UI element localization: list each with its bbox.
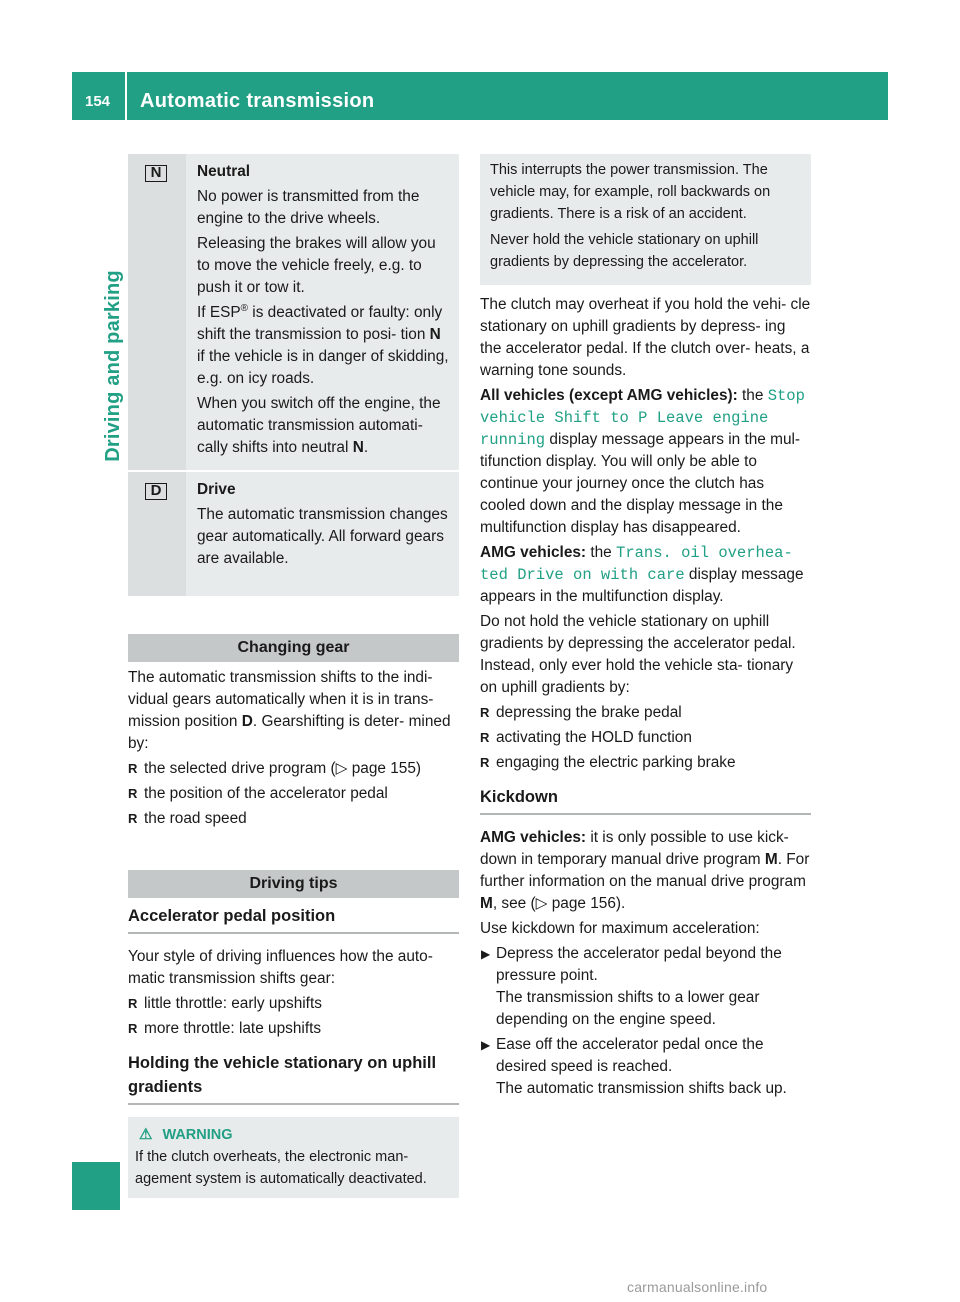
accelerator-list — [128, 993, 459, 1040]
gear-description — [186, 472, 459, 596]
gear-row-drive — [128, 470, 459, 596]
subheading-uphill: Holding the vehicle stationary on uphill gradients — [128, 1051, 459, 1105]
use-kickdown-text: Use kickdown for maximum acceleration: — [480, 920, 760, 937]
gear-table — [128, 154, 459, 596]
list-item: R engaging the electric parking brake — [480, 752, 811, 774]
drive-gear-icon: D — [145, 483, 167, 500]
right-column — [480, 154, 811, 1103]
warning-heading: ⚠ WARNING — [135, 1124, 451, 1146]
display-message: Stop vehicle Shift to P Leave engine running — [480, 387, 805, 449]
list-item: R the position of the accelerator pedal — [128, 783, 459, 805]
list-item: R depressing the brake pedal — [480, 702, 811, 724]
all-vehicles-paragraph: All vehicles (except AMG vehicles): the Stop vehicle Shift to P Leave engine running display message appears in the mul- tifunction display. You will only be able to continue your journey once the clutch has cooled down and the display message in the multifunction display has disappeared. — [480, 387, 805, 536]
amg-paragraph: AMG vehicles: the Trans. oil overhea‐ ted Drive on with care display message appears in the multifunction display. — [480, 544, 804, 605]
warning-continuation-box — [480, 154, 811, 285]
bullet-icon: R — [480, 705, 490, 720]
bullet-icon: R — [128, 1021, 138, 1036]
warning-triangle-icon: ⚠ — [139, 1126, 153, 1143]
gear-text: If ESP® is deactivated or faulty: only shift the transmission to posi- tion N if the vehicle is in danger of skidding, e.g. on icy roads. — [197, 302, 449, 387]
list-item: R activating the HOLD function — [480, 727, 811, 749]
clutch-paragraph: The clutch may overheat if you hold the vehi- cle stationary on uphill gradients by depress- ing the accelerator pedal. If the clutch over- heats, a warning tone sounds. — [480, 296, 811, 379]
gear-name: Drive — [197, 481, 236, 498]
gear-row-neutral — [128, 154, 459, 470]
changing-gear-body: The automatic transmission shifts to the indi- vidual gears automatically when it is in trans- mission position D. Gearshifting is deter- mined by: — [128, 669, 451, 752]
bullet-icon: R — [128, 761, 138, 776]
gear-text: No power is transmitted from the engine to the drive wheels. — [197, 188, 420, 227]
section-heading-changing-gear: Changing gear — [128, 634, 459, 662]
gear-text: Releasing the brakes will allow you to move the vehicle freely, e.g. to push it or tow it. — [197, 235, 436, 296]
warning-box — [128, 1117, 459, 1198]
display-message: Trans. oil overhea‐ ted Drive on with care — [480, 544, 793, 584]
subheading-kickdown: Kickdown — [480, 785, 811, 815]
kickdown-amg-paragraph: AMG vehicles: it is only possible to use kick- down in temporary manual drive program M. For further information on the manual drive program M, see (▷ page 156). — [480, 829, 810, 912]
list-item: R the road speed — [128, 808, 459, 830]
gear-symbol-cell — [128, 154, 186, 470]
step-item: ▶ Ease off the accelerator pedal once the desired speed is reached. The automatic transmission shifts back up. — [481, 1036, 787, 1097]
step-arrow-icon: ▶ — [481, 1038, 491, 1052]
watermark[interactable]: carmanualsonline.info — [627, 1279, 768, 1295]
bullet-icon: R — [480, 730, 490, 745]
step-item: ▶ Depress the accelerator pedal beyond the pressure point. The transmission shifts to a lower gear depending on the engine speed. — [481, 945, 782, 1028]
page-title: Automatic transmission — [140, 90, 375, 112]
page-number: 154 — [85, 93, 111, 110]
gear-text: The automatic transmission changes gear automatically. All forward gears are available. — [197, 506, 448, 567]
kickdown-steps — [480, 943, 811, 1100]
subheading-accelerator: Accelerator pedal position — [128, 904, 459, 934]
side-marker — [72, 1162, 120, 1210]
changing-gear-list — [128, 758, 459, 830]
note-text: Never hold the vehicle stationary on uphill gradients by depressing the accelerator. — [490, 232, 759, 270]
list-item: R more throttle: late upshifts — [128, 1018, 459, 1040]
header-divider — [125, 72, 127, 120]
step-arrow-icon: ▶ — [481, 947, 491, 961]
gear-name: Neutral — [197, 163, 251, 180]
list-item: R the selected drive program (▷ page 155) — [128, 758, 459, 780]
section-side-label: Driving and parking — [102, 270, 124, 462]
bullet-icon: R — [128, 996, 138, 1011]
gear-text: When you switch off the engine, the automatic transmission automati- cally shifts into neutral N. — [197, 395, 441, 456]
warning-text: If the clutch overheats, the electronic man- agement system is automatically deactivated. — [135, 1149, 427, 1187]
section-heading-driving-tips: Driving tips — [128, 870, 459, 898]
gear-symbol-cell — [128, 472, 186, 596]
bullet-icon: R — [480, 755, 490, 770]
gear-description — [186, 154, 459, 470]
list-item: R little throttle: early upshifts — [128, 993, 459, 1015]
left-column — [128, 154, 459, 1198]
do-not-hold-paragraph: Do not hold the vehicle stationary on uphill gradients by depressing the accelerator pedal. Instead, only ever hold the vehicle sta- tionary on uphill gradients by: — [480, 613, 796, 696]
hold-methods-list — [480, 702, 811, 774]
note-text: This interrupts the power transmission. The vehicle may, for example, roll backwards on gradients. There is a risk of an accident. — [490, 162, 771, 222]
accelerator-body: Your style of driving influences how the auto- matic transmission shifts gear: — [128, 948, 433, 987]
bullet-icon: R — [128, 811, 138, 826]
neutral-gear-icon: N — [145, 165, 167, 182]
bullet-icon: R — [128, 786, 138, 801]
